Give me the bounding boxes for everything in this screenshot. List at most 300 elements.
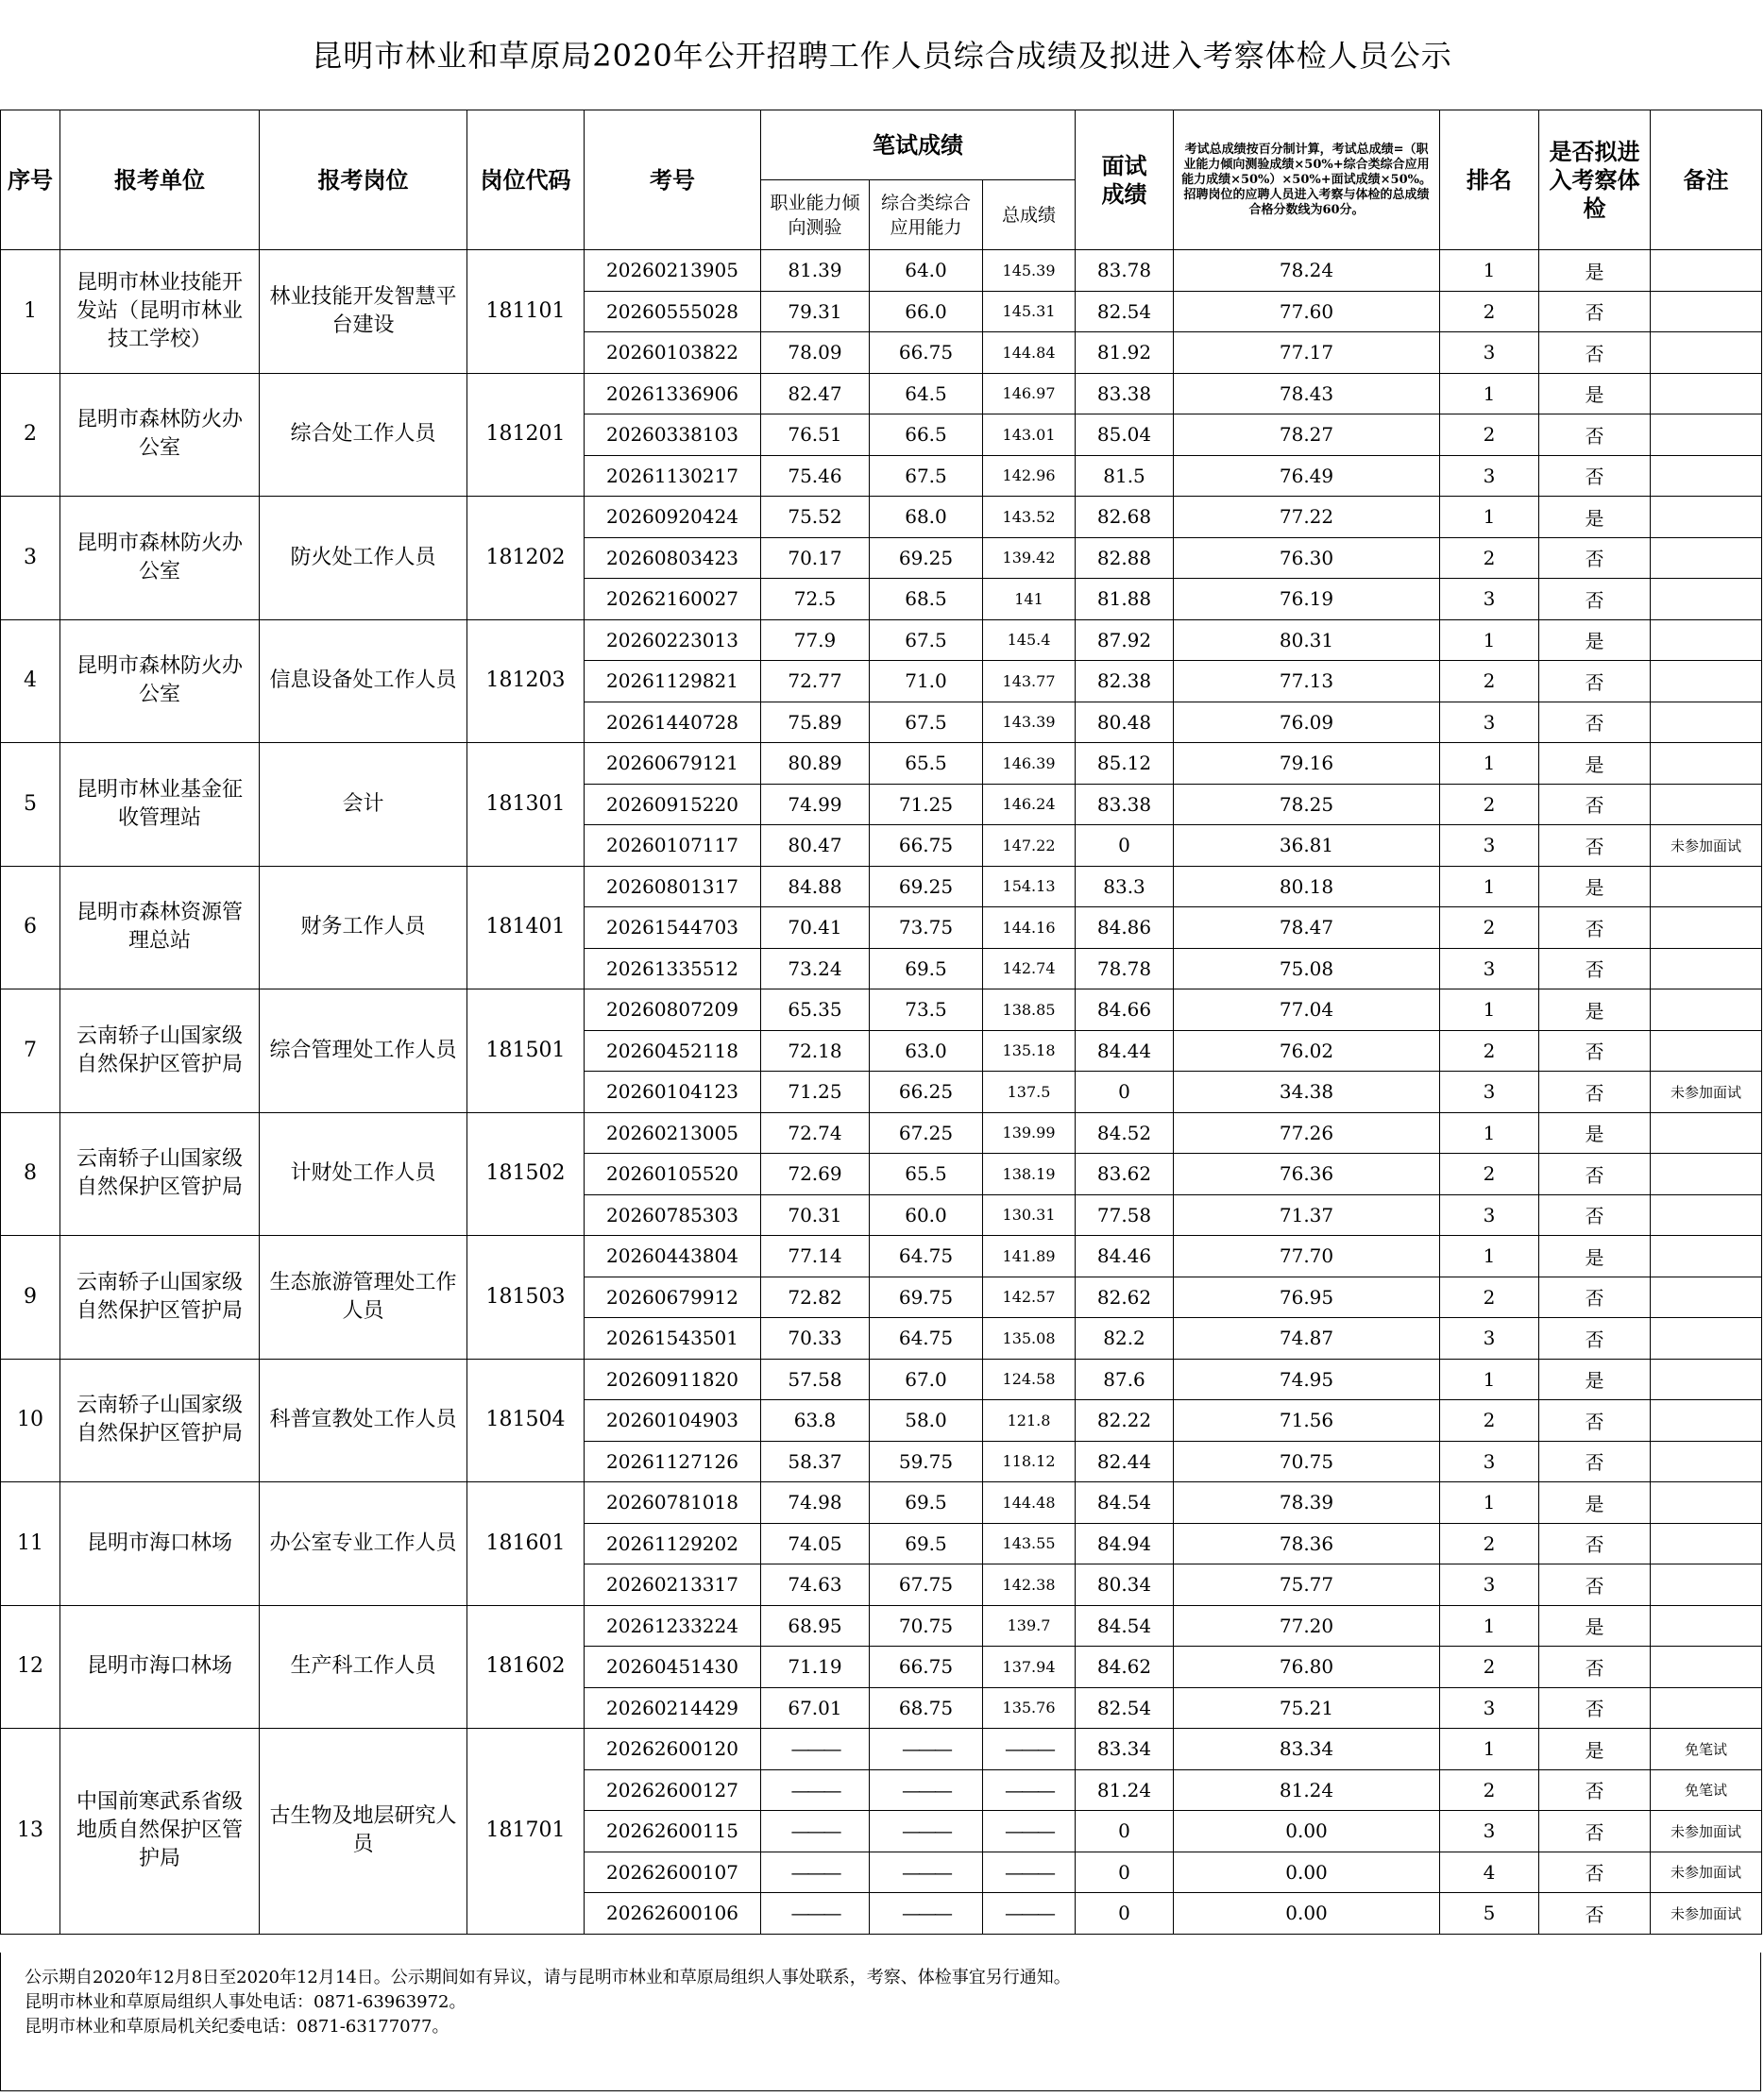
written-b-cell: 69.25 (870, 866, 983, 907)
interview-cell: 77.58 (1076, 1194, 1174, 1236)
written-b-cell: 65.5 (870, 743, 983, 785)
interview-cell: 87.92 (1076, 619, 1174, 661)
rank-cell: 2 (1440, 414, 1539, 456)
written-a-cell: 71.25 (761, 1072, 870, 1113)
remark-cell (1651, 1277, 1762, 1318)
written-b-cell: 69.5 (870, 948, 983, 989)
interview-cell: 82.44 (1076, 1441, 1174, 1482)
written-a-cell: 70.31 (761, 1194, 870, 1236)
rank-cell: 3 (1440, 332, 1539, 374)
interview-cell: 82.38 (1076, 661, 1174, 702)
remark-cell (1651, 332, 1762, 374)
written-total-cell: 137.5 (983, 1072, 1076, 1113)
written-a-cell: 63.8 (761, 1400, 870, 1442)
remark-cell (1651, 702, 1762, 743)
rank-cell: 3 (1440, 1441, 1539, 1482)
rank-cell: 1 (1440, 1482, 1539, 1524)
seq-cell: 11 (1, 1482, 60, 1606)
remark-cell (1651, 1564, 1762, 1606)
rank-cell: 3 (1440, 1318, 1539, 1360)
interview-cell: 84.54 (1076, 1482, 1174, 1524)
written-a-cell: 57.58 (761, 1359, 870, 1400)
remark-cell (1651, 866, 1762, 907)
written-total-cell: 142.74 (983, 948, 1076, 989)
selected-cell: 否 (1539, 1400, 1651, 1442)
interview-cell: 0 (1076, 825, 1174, 867)
interview-cell: 83.38 (1076, 373, 1174, 414)
seq-cell: 13 (1, 1729, 60, 1935)
unit-cell: 云南轿子山国家级自然保护区管护局 (60, 1112, 260, 1236)
selected-cell: 否 (1539, 1030, 1651, 1072)
interview-cell: 0 (1076, 1852, 1174, 1893)
selected-cell: 否 (1539, 784, 1651, 825)
written-total-cell: 146.24 (983, 784, 1076, 825)
selected-cell: 是 (1539, 989, 1651, 1031)
exam-no-cell: 20260920424 (585, 497, 761, 538)
selected-cell: 否 (1539, 1318, 1651, 1360)
total-score-cell: 78.36 (1174, 1523, 1440, 1564)
unit-cell: 云南轿子山国家级自然保护区管护局 (60, 989, 260, 1113)
written-b-cell: 64.5 (870, 373, 983, 414)
written-b-cell: 66.25 (870, 1072, 983, 1113)
position-cell: 防火处工作人员 (260, 497, 467, 620)
total-score-cell: 36.81 (1174, 825, 1440, 867)
exam-no-cell: 20262600127 (585, 1769, 761, 1811)
written-b-cell: ——— (870, 1893, 983, 1935)
total-score-cell: 77.20 (1174, 1605, 1440, 1647)
written-total-cell: 138.19 (983, 1154, 1076, 1195)
total-score-cell: 77.13 (1174, 661, 1440, 702)
table-row (1, 250, 1762, 292)
total-score-cell: 76.95 (1174, 1277, 1440, 1318)
selected-cell: 否 (1539, 1441, 1651, 1482)
rank-cell: 3 (1440, 1687, 1539, 1729)
written-total-cell: 143.52 (983, 497, 1076, 538)
total-score-cell: 78.25 (1174, 784, 1440, 825)
exam-no-cell: 20261544703 (585, 907, 761, 949)
seq-cell: 4 (1, 619, 60, 743)
exam-no-cell: 20260785303 (585, 1194, 761, 1236)
total-score-cell: 74.87 (1174, 1318, 1440, 1360)
rank-cell: 3 (1440, 579, 1539, 620)
rank-cell: 5 (1440, 1893, 1539, 1935)
position-cell: 计财处工作人员 (260, 1112, 467, 1236)
selected-cell: 否 (1539, 332, 1651, 374)
interview-cell: 82.54 (1076, 291, 1174, 332)
selected-cell: 是 (1539, 1482, 1651, 1524)
unit-cell: 昆明市森林资源管理总站 (60, 866, 260, 989)
interview-cell: 0 (1076, 1072, 1174, 1113)
total-score-cell: 34.38 (1174, 1072, 1440, 1113)
exam-no-cell: 20261130217 (585, 455, 761, 497)
total-score-cell: 76.19 (1174, 579, 1440, 620)
rank-cell: 3 (1440, 825, 1539, 867)
written-b-cell: 64.75 (870, 1236, 983, 1277)
footer-discipline-phone: 昆明市林业和草原局机关纪委电话：0871-63177077。 (25, 2017, 449, 2037)
written-b-cell: 67.0 (870, 1359, 983, 1400)
remark-cell (1651, 784, 1762, 825)
written-b-cell: ——— (870, 1852, 983, 1893)
position-cell: 信息设备处工作人员 (260, 619, 467, 743)
code-cell: 181701 (467, 1729, 585, 1935)
remark-cell (1651, 1194, 1762, 1236)
interview-cell: 0 (1076, 1893, 1174, 1935)
seq-cell: 8 (1, 1112, 60, 1236)
written-a-cell: ——— (761, 1852, 870, 1893)
written-total-cell: 141.89 (983, 1236, 1076, 1277)
interview-cell: 84.54 (1076, 1605, 1174, 1647)
unit-cell: 昆明市森林防火办公室 (60, 373, 260, 497)
exam-no-cell: 20260213317 (585, 1564, 761, 1606)
table-row (1, 989, 1762, 1031)
table-row (1, 1236, 1762, 1277)
interview-cell: 82.2 (1076, 1318, 1174, 1360)
written-b-cell: 67.5 (870, 702, 983, 743)
total-score-cell: 75.08 (1174, 948, 1440, 989)
written-total-cell: 144.16 (983, 907, 1076, 949)
written-total-cell: 121.8 (983, 1400, 1076, 1442)
selected-cell: 否 (1539, 1852, 1651, 1893)
total-score-cell: 77.60 (1174, 291, 1440, 332)
total-score-cell: 83.34 (1174, 1729, 1440, 1770)
code-cell: 181101 (467, 250, 585, 374)
exam-no-cell: 20260103822 (585, 332, 761, 374)
written-a-cell: 78.09 (761, 332, 870, 374)
code-cell: 181602 (467, 1605, 585, 1729)
rank-cell: 3 (1440, 1072, 1539, 1113)
rank-cell: 1 (1440, 1729, 1539, 1770)
selected-cell: 否 (1539, 661, 1651, 702)
written-total-cell: 142.57 (983, 1277, 1076, 1318)
seq-cell: 7 (1, 989, 60, 1113)
selected-cell: 是 (1539, 1236, 1651, 1277)
selected-cell: 否 (1539, 1564, 1651, 1606)
header-position: 报考岗位 (260, 110, 467, 250)
rank-cell: 2 (1440, 1400, 1539, 1442)
footer-hr-phone: 昆明市林业和草原局组织人事处电话：0871-63963972。 (25, 1992, 466, 2012)
exam-no-cell: 20262600115 (585, 1811, 761, 1852)
written-total-cell: 135.08 (983, 1318, 1076, 1360)
exam-no-cell: 20260104903 (585, 1400, 761, 1442)
unit-cell: 中国前寒武系省级地质自然保护区管护局 (60, 1729, 260, 1935)
exam-no-cell: 20262160027 (585, 579, 761, 620)
remark-cell (1651, 1154, 1762, 1195)
written-a-cell: 68.95 (761, 1605, 870, 1647)
remark-cell (1651, 579, 1762, 620)
interview-cell: 0 (1076, 1811, 1174, 1852)
written-b-cell: 58.0 (870, 1400, 983, 1442)
total-score-cell: 79.16 (1174, 743, 1440, 785)
total-score-cell: 74.95 (1174, 1359, 1440, 1400)
written-a-cell: 75.89 (761, 702, 870, 743)
written-b-cell: 66.75 (870, 1647, 983, 1688)
remark-cell: 免笔试 (1651, 1729, 1762, 1770)
written-b-cell: 73.5 (870, 989, 983, 1031)
exam-no-cell: 20260803423 (585, 537, 761, 579)
unit-cell: 昆明市林业技能开发站（昆明市林业技工学校） (60, 250, 260, 374)
total-score-cell: 76.09 (1174, 702, 1440, 743)
exam-no-cell: 20261336906 (585, 373, 761, 414)
remark-cell (1651, 1441, 1762, 1482)
position-cell: 古生物及地层研究人员 (260, 1729, 467, 1935)
written-a-cell: ——— (761, 1811, 870, 1852)
rank-cell: 1 (1440, 619, 1539, 661)
selected-cell: 否 (1539, 1072, 1651, 1113)
written-total-cell: 143.01 (983, 414, 1076, 456)
interview-cell: 82.68 (1076, 497, 1174, 538)
header-total-note: 考试总成绩按百分制计算，考试总成绩=（职业能力倾向测验成绩×50%+综合类综合应用能力成绩×50%）×50%+面试成绩×50%。招聘岗位的应聘人员进入考察与体检的总成绩合格分数线为60分。 (1174, 110, 1440, 250)
remark-cell (1651, 989, 1762, 1031)
written-a-cell: ——— (761, 1893, 870, 1935)
exam-no-cell: 20260107117 (585, 825, 761, 867)
written-a-cell: 77.9 (761, 619, 870, 661)
exam-no-cell: 20260213905 (585, 250, 761, 292)
rank-cell: 2 (1440, 1769, 1539, 1811)
written-b-cell: 68.75 (870, 1687, 983, 1729)
remark-cell (1651, 1482, 1762, 1524)
selected-cell: 否 (1539, 291, 1651, 332)
written-total-cell: 138.85 (983, 989, 1076, 1031)
table-row (1, 1359, 1762, 1400)
written-b-cell: 59.75 (870, 1441, 983, 1482)
interview-cell: 84.66 (1076, 989, 1174, 1031)
unit-cell: 昆明市森林防火办公室 (60, 619, 260, 743)
total-score-cell: 78.24 (1174, 250, 1440, 292)
table-row (1, 866, 1762, 907)
header-code: 岗位代码 (467, 110, 585, 250)
remark-cell (1651, 1400, 1762, 1442)
table-row (1, 1729, 1762, 1770)
written-a-cell: 81.39 (761, 250, 870, 292)
selected-cell: 否 (1539, 702, 1651, 743)
written-total-cell: 130.31 (983, 1194, 1076, 1236)
selected-cell: 是 (1539, 743, 1651, 785)
written-total-cell: ——— (983, 1811, 1076, 1852)
header-written: 笔试成绩 (761, 110, 1076, 180)
rank-cell: 3 (1440, 455, 1539, 497)
written-b-cell: ——— (870, 1769, 983, 1811)
remark-cell (1651, 948, 1762, 989)
written-b-cell: ——— (870, 1729, 983, 1770)
rank-cell: 2 (1440, 1030, 1539, 1072)
written-total-cell: 135.76 (983, 1687, 1076, 1729)
total-score-cell: 78.27 (1174, 414, 1440, 456)
table-row (1, 497, 1762, 538)
rank-cell: 3 (1440, 702, 1539, 743)
exam-no-cell: 20260452118 (585, 1030, 761, 1072)
written-total-cell: 124.58 (983, 1359, 1076, 1400)
written-a-cell: 74.05 (761, 1523, 870, 1564)
written-total-cell: 143.39 (983, 702, 1076, 743)
interview-cell: 84.44 (1076, 1030, 1174, 1072)
rank-cell: 2 (1440, 784, 1539, 825)
written-a-cell: ——— (761, 1769, 870, 1811)
header-interview: 面试成绩 (1076, 110, 1174, 250)
total-score-cell: 76.02 (1174, 1030, 1440, 1072)
total-score-cell: 0.00 (1174, 1893, 1440, 1935)
written-b-cell: 73.75 (870, 907, 983, 949)
footer (25, 1966, 1071, 2039)
written-a-cell: 70.41 (761, 907, 870, 949)
selected-cell: 是 (1539, 1605, 1651, 1647)
total-score-cell: 70.75 (1174, 1441, 1440, 1482)
written-a-cell: 65.35 (761, 989, 870, 1031)
written-total-cell: ——— (983, 1729, 1076, 1770)
written-b-cell: 66.0 (870, 291, 983, 332)
unit-cell: 昆明市林业基金征收管理站 (60, 743, 260, 867)
interview-cell: 82.62 (1076, 1277, 1174, 1318)
written-total-cell: 145.39 (983, 250, 1076, 292)
remark-cell (1651, 619, 1762, 661)
rank-cell: 2 (1440, 907, 1539, 949)
rank-cell: 1 (1440, 989, 1539, 1031)
written-total-cell: 147.22 (983, 825, 1076, 867)
written-a-cell: 70.33 (761, 1318, 870, 1360)
header-written-total: 总成绩 (983, 180, 1076, 250)
written-a-cell: 71.19 (761, 1647, 870, 1688)
total-score-cell: 78.39 (1174, 1482, 1440, 1524)
header-rank: 排名 (1440, 110, 1539, 250)
code-cell: 181504 (467, 1359, 585, 1482)
rank-cell: 1 (1440, 1605, 1539, 1647)
written-a-cell: 80.47 (761, 825, 870, 867)
written-b-cell: 68.5 (870, 579, 983, 620)
selected-cell: 是 (1539, 1112, 1651, 1154)
selected-cell: 否 (1539, 537, 1651, 579)
written-b-cell: 67.25 (870, 1112, 983, 1154)
interview-cell: 84.52 (1076, 1112, 1174, 1154)
selected-cell: 否 (1539, 579, 1651, 620)
remark-cell (1651, 537, 1762, 579)
remark-cell (1651, 414, 1762, 456)
written-b-cell: 67.75 (870, 1564, 983, 1606)
rank-cell: 1 (1440, 1236, 1539, 1277)
position-cell: 生产科工作人员 (260, 1605, 467, 1729)
interview-cell: 81.24 (1076, 1769, 1174, 1811)
written-a-cell: 74.99 (761, 784, 870, 825)
header-remark: 备注 (1651, 110, 1762, 250)
remark-cell (1651, 250, 1762, 292)
remark-cell: 未参加面试 (1651, 1072, 1762, 1113)
written-b-cell: 60.0 (870, 1194, 983, 1236)
rank-cell: 2 (1440, 1154, 1539, 1195)
written-total-cell: 142.38 (983, 1564, 1076, 1606)
exam-no-cell: 20260214429 (585, 1687, 761, 1729)
position-cell: 科普宣教处工作人员 (260, 1359, 467, 1482)
rank-cell: 1 (1440, 866, 1539, 907)
written-b-cell: 69.5 (870, 1482, 983, 1524)
exam-no-cell: 20262600107 (585, 1852, 761, 1893)
interview-cell: 82.88 (1076, 537, 1174, 579)
code-cell: 181203 (467, 619, 585, 743)
written-b-cell: 68.0 (870, 497, 983, 538)
remark-cell (1651, 1359, 1762, 1400)
rank-cell: 1 (1440, 250, 1539, 292)
interview-cell: 87.6 (1076, 1359, 1174, 1400)
exam-no-cell: 20260443804 (585, 1236, 761, 1277)
written-a-cell: 74.63 (761, 1564, 870, 1606)
written-b-cell: 66.5 (870, 414, 983, 456)
selected-cell: 否 (1539, 948, 1651, 989)
written-b-cell: 69.75 (870, 1277, 983, 1318)
exam-no-cell: 20261129821 (585, 661, 761, 702)
exam-no-cell: 20260104123 (585, 1072, 761, 1113)
remark-cell (1651, 1030, 1762, 1072)
selected-cell: 否 (1539, 455, 1651, 497)
total-score-cell: 75.77 (1174, 1564, 1440, 1606)
footer-notice: 公示期自2020年12月8日至2020年12月14日。公示期间如有异议，请与昆明市林业和草原局组织人事处联系，考察、体检事宜另行通知。 (25, 1968, 1071, 1987)
selected-cell: 否 (1539, 1277, 1651, 1318)
total-score-cell: 80.31 (1174, 619, 1440, 661)
exam-no-cell: 20262600106 (585, 1893, 761, 1935)
code-cell: 181502 (467, 1112, 585, 1236)
unit-cell: 昆明市森林防火办公室 (60, 497, 260, 620)
exam-no-cell: 20261129202 (585, 1523, 761, 1564)
written-a-cell: 72.69 (761, 1154, 870, 1195)
written-a-cell: 72.82 (761, 1277, 870, 1318)
written-a-cell: 80.89 (761, 743, 870, 785)
selected-cell: 是 (1539, 619, 1651, 661)
written-total-cell: 142.96 (983, 455, 1076, 497)
table-row (1, 1482, 1762, 1524)
total-score-cell: 77.26 (1174, 1112, 1440, 1154)
rank-cell: 1 (1440, 1112, 1539, 1154)
interview-cell: 83.38 (1076, 784, 1174, 825)
rank-cell: 3 (1440, 1564, 1539, 1606)
interview-cell: 85.04 (1076, 414, 1174, 456)
exam-no-cell: 20260915220 (585, 784, 761, 825)
written-b-cell: 64.75 (870, 1318, 983, 1360)
total-score-cell: 77.70 (1174, 1236, 1440, 1277)
remark-cell (1651, 1647, 1762, 1688)
rank-cell: 2 (1440, 1523, 1539, 1564)
written-total-cell: 143.55 (983, 1523, 1076, 1564)
interview-cell: 83.62 (1076, 1154, 1174, 1195)
total-score-cell: 77.22 (1174, 497, 1440, 538)
selected-cell: 否 (1539, 1523, 1651, 1564)
written-total-cell: 145.31 (983, 291, 1076, 332)
selected-cell: 否 (1539, 1154, 1651, 1195)
header-selected: 是否拟进入考察体检 (1539, 110, 1651, 250)
selected-cell: 否 (1539, 825, 1651, 867)
remark-cell (1651, 1112, 1762, 1154)
written-a-cell: 79.31 (761, 291, 870, 332)
remark-cell (1651, 1236, 1762, 1277)
code-cell: 181401 (467, 866, 585, 989)
seq-cell: 5 (1, 743, 60, 867)
interview-cell: 85.12 (1076, 743, 1174, 785)
rank-cell: 1 (1440, 1359, 1539, 1400)
written-total-cell: ——— (983, 1852, 1076, 1893)
interview-cell: 81.88 (1076, 579, 1174, 620)
exam-no-cell: 20260105520 (585, 1154, 761, 1195)
exam-no-cell: 20260807209 (585, 989, 761, 1031)
table-row (1, 743, 1762, 785)
selected-cell: 是 (1539, 866, 1651, 907)
code-cell: 181503 (467, 1236, 585, 1360)
code-cell: 181202 (467, 497, 585, 620)
remark-cell (1651, 1687, 1762, 1729)
remark-cell (1651, 497, 1762, 538)
unit-cell: 昆明市海口林场 (60, 1605, 260, 1729)
exam-no-cell: 20261440728 (585, 702, 761, 743)
rank-cell: 3 (1440, 1194, 1539, 1236)
written-b-cell: 69.5 (870, 1523, 983, 1564)
code-cell: 181601 (467, 1482, 585, 1606)
written-a-cell: 72.18 (761, 1030, 870, 1072)
selected-cell: 是 (1539, 1729, 1651, 1770)
exam-no-cell: 20261233224 (585, 1605, 761, 1647)
